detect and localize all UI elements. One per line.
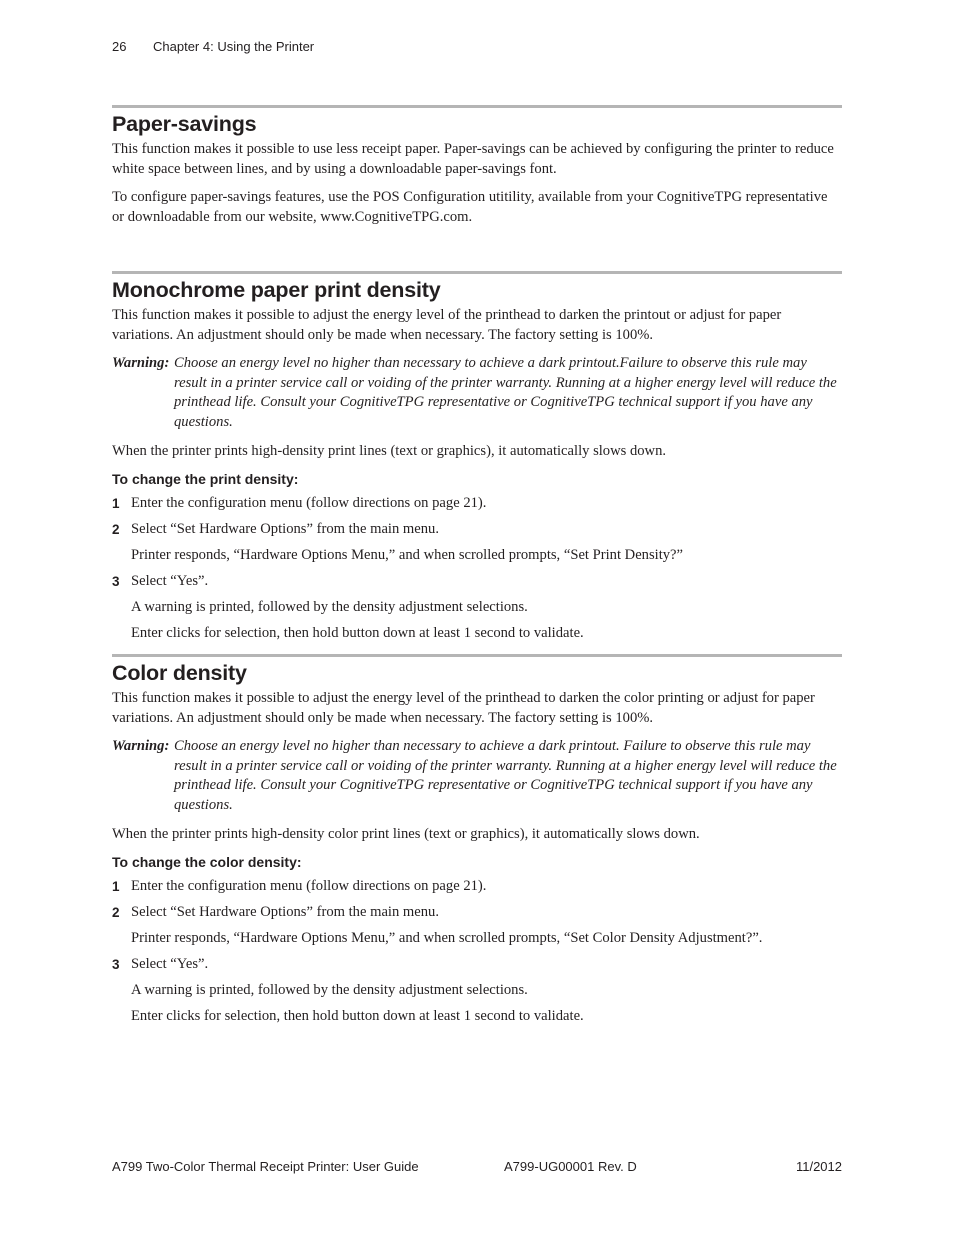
- step-text: Select “Set Hardware Options” from the main menu.: [131, 904, 439, 921]
- step-note: A warning is printed, followed by the density adjustment selections.: [131, 982, 528, 999]
- footer-date: 11/2012: [795, 1159, 842, 1174]
- page-number: 26: [112, 39, 127, 54]
- step-item: [112, 520, 842, 540]
- paragraph: This function makes it possible to use less receipt paper. Paper-savings can be achieved by configuring the printer to reduce white space between lines, and by using a downloadable paper-savings font.: [112, 141, 834, 177]
- warning-note: [112, 354, 842, 432]
- step-note: A warning is printed, followed by the density adjustment selections.: [131, 599, 528, 616]
- step-item: [112, 903, 842, 923]
- step-item: [112, 572, 842, 592]
- section-paper-savings: [112, 105, 842, 236]
- step-number: 3: [112, 957, 120, 973]
- section-divider: [112, 654, 842, 657]
- section-title: Color density: [112, 661, 247, 685]
- step-item: [112, 877, 842, 897]
- warning-text: Choose an energy level no higher than necessary to achieve a dark printout.Failure to observe this rule may result in a printer service call or voiding of the printer warranty. Running at a higher energy level will reduce the printhead life. Consult your CognitiveTPG representative or CognitiveTPG technical support if you have any questions.: [174, 355, 837, 430]
- step-number: 1: [112, 496, 120, 512]
- paragraph: This function makes it possible to adjust the energy level of the printhead to darken the color printing or adjust for paper variations. An adjustment should only be made when necessary. The factory setting is 100%.: [112, 690, 815, 726]
- section-color-density: [112, 654, 842, 1033]
- procedure-title: To change the color density:: [112, 854, 302, 871]
- step-text: Enter the configuration menu (follow directions on page 21).: [131, 878, 487, 895]
- chapter-title: Chapter 4: Using the Printer: [153, 39, 315, 54]
- step-note: Enter clicks for selection, then hold button down at least 1 second to validate.: [131, 1008, 584, 1025]
- step-item: [112, 494, 842, 514]
- section-title: Paper-savings: [112, 112, 257, 136]
- footer-doc-title: A799 Two-Color Thermal Receipt Printer: User Guide: [112, 1159, 419, 1174]
- procedure-title: To change the print density:: [112, 471, 299, 488]
- paragraph: This function makes it possible to adjust the energy level of the printhead to darken the printout or adjust for paper variations. An adjustment should only be made when necessary. The factory setting is 100%.: [112, 307, 782, 343]
- step-text: Select “Yes”.: [131, 956, 209, 973]
- warning-text: Choose an energy level no higher than necessary to achieve a dark printout. Failure to observe this rule may result in a printer service call or voiding of the printer warranty. Running at a higher energy level will reduce the printhead life. Consult your CognitiveTPG representative or CognitiveTPG technical support if you have any questions.: [174, 738, 837, 813]
- warning-label: Warning:: [112, 355, 170, 372]
- warning-note: [112, 737, 842, 815]
- paragraph: When the printer prints high-density print lines (text or graphics), it automatically slows down.: [112, 442, 667, 459]
- page-header: [112, 39, 314, 54]
- step-note: Enter clicks for selection, then hold button down at least 1 second to validate.: [131, 625, 584, 642]
- step-text: Enter the configuration menu (follow directions on page 21).: [131, 495, 487, 512]
- step-item: [112, 955, 842, 975]
- step-number: 2: [112, 905, 120, 921]
- step-number: 2: [112, 522, 120, 538]
- step-number: 1: [112, 879, 120, 895]
- section-divider: [112, 105, 842, 108]
- footer-doc-number: A799-UG00001 Rev. D: [504, 1159, 637, 1174]
- warning-label: Warning:: [112, 738, 170, 755]
- section-title: Monochrome paper print density: [112, 278, 441, 302]
- step-note: Printer responds, “Hardware Options Menu,” and when scrolled prompts, “Set Color Density Adjustment?”.: [131, 930, 763, 947]
- paragraph: To configure paper-savings features, use the POS Configuration utitility, available from your CognitiveTPG representative or downloadable from our website, www.CognitiveTPG.com.: [112, 189, 828, 225]
- step-text: Select “Yes”.: [131, 573, 209, 590]
- step-text: Select “Set Hardware Options” from the main menu.: [131, 521, 439, 538]
- step-number: 3: [112, 574, 120, 590]
- paragraph: When the printer prints high-density color print lines (text or graphics), it automatically slows down.: [112, 825, 700, 842]
- step-note: Printer responds, “Hardware Options Menu,” and when scrolled prompts, “Set Print Density?”: [131, 547, 684, 564]
- section-monochrome-density: [112, 271, 842, 650]
- section-divider: [112, 271, 842, 274]
